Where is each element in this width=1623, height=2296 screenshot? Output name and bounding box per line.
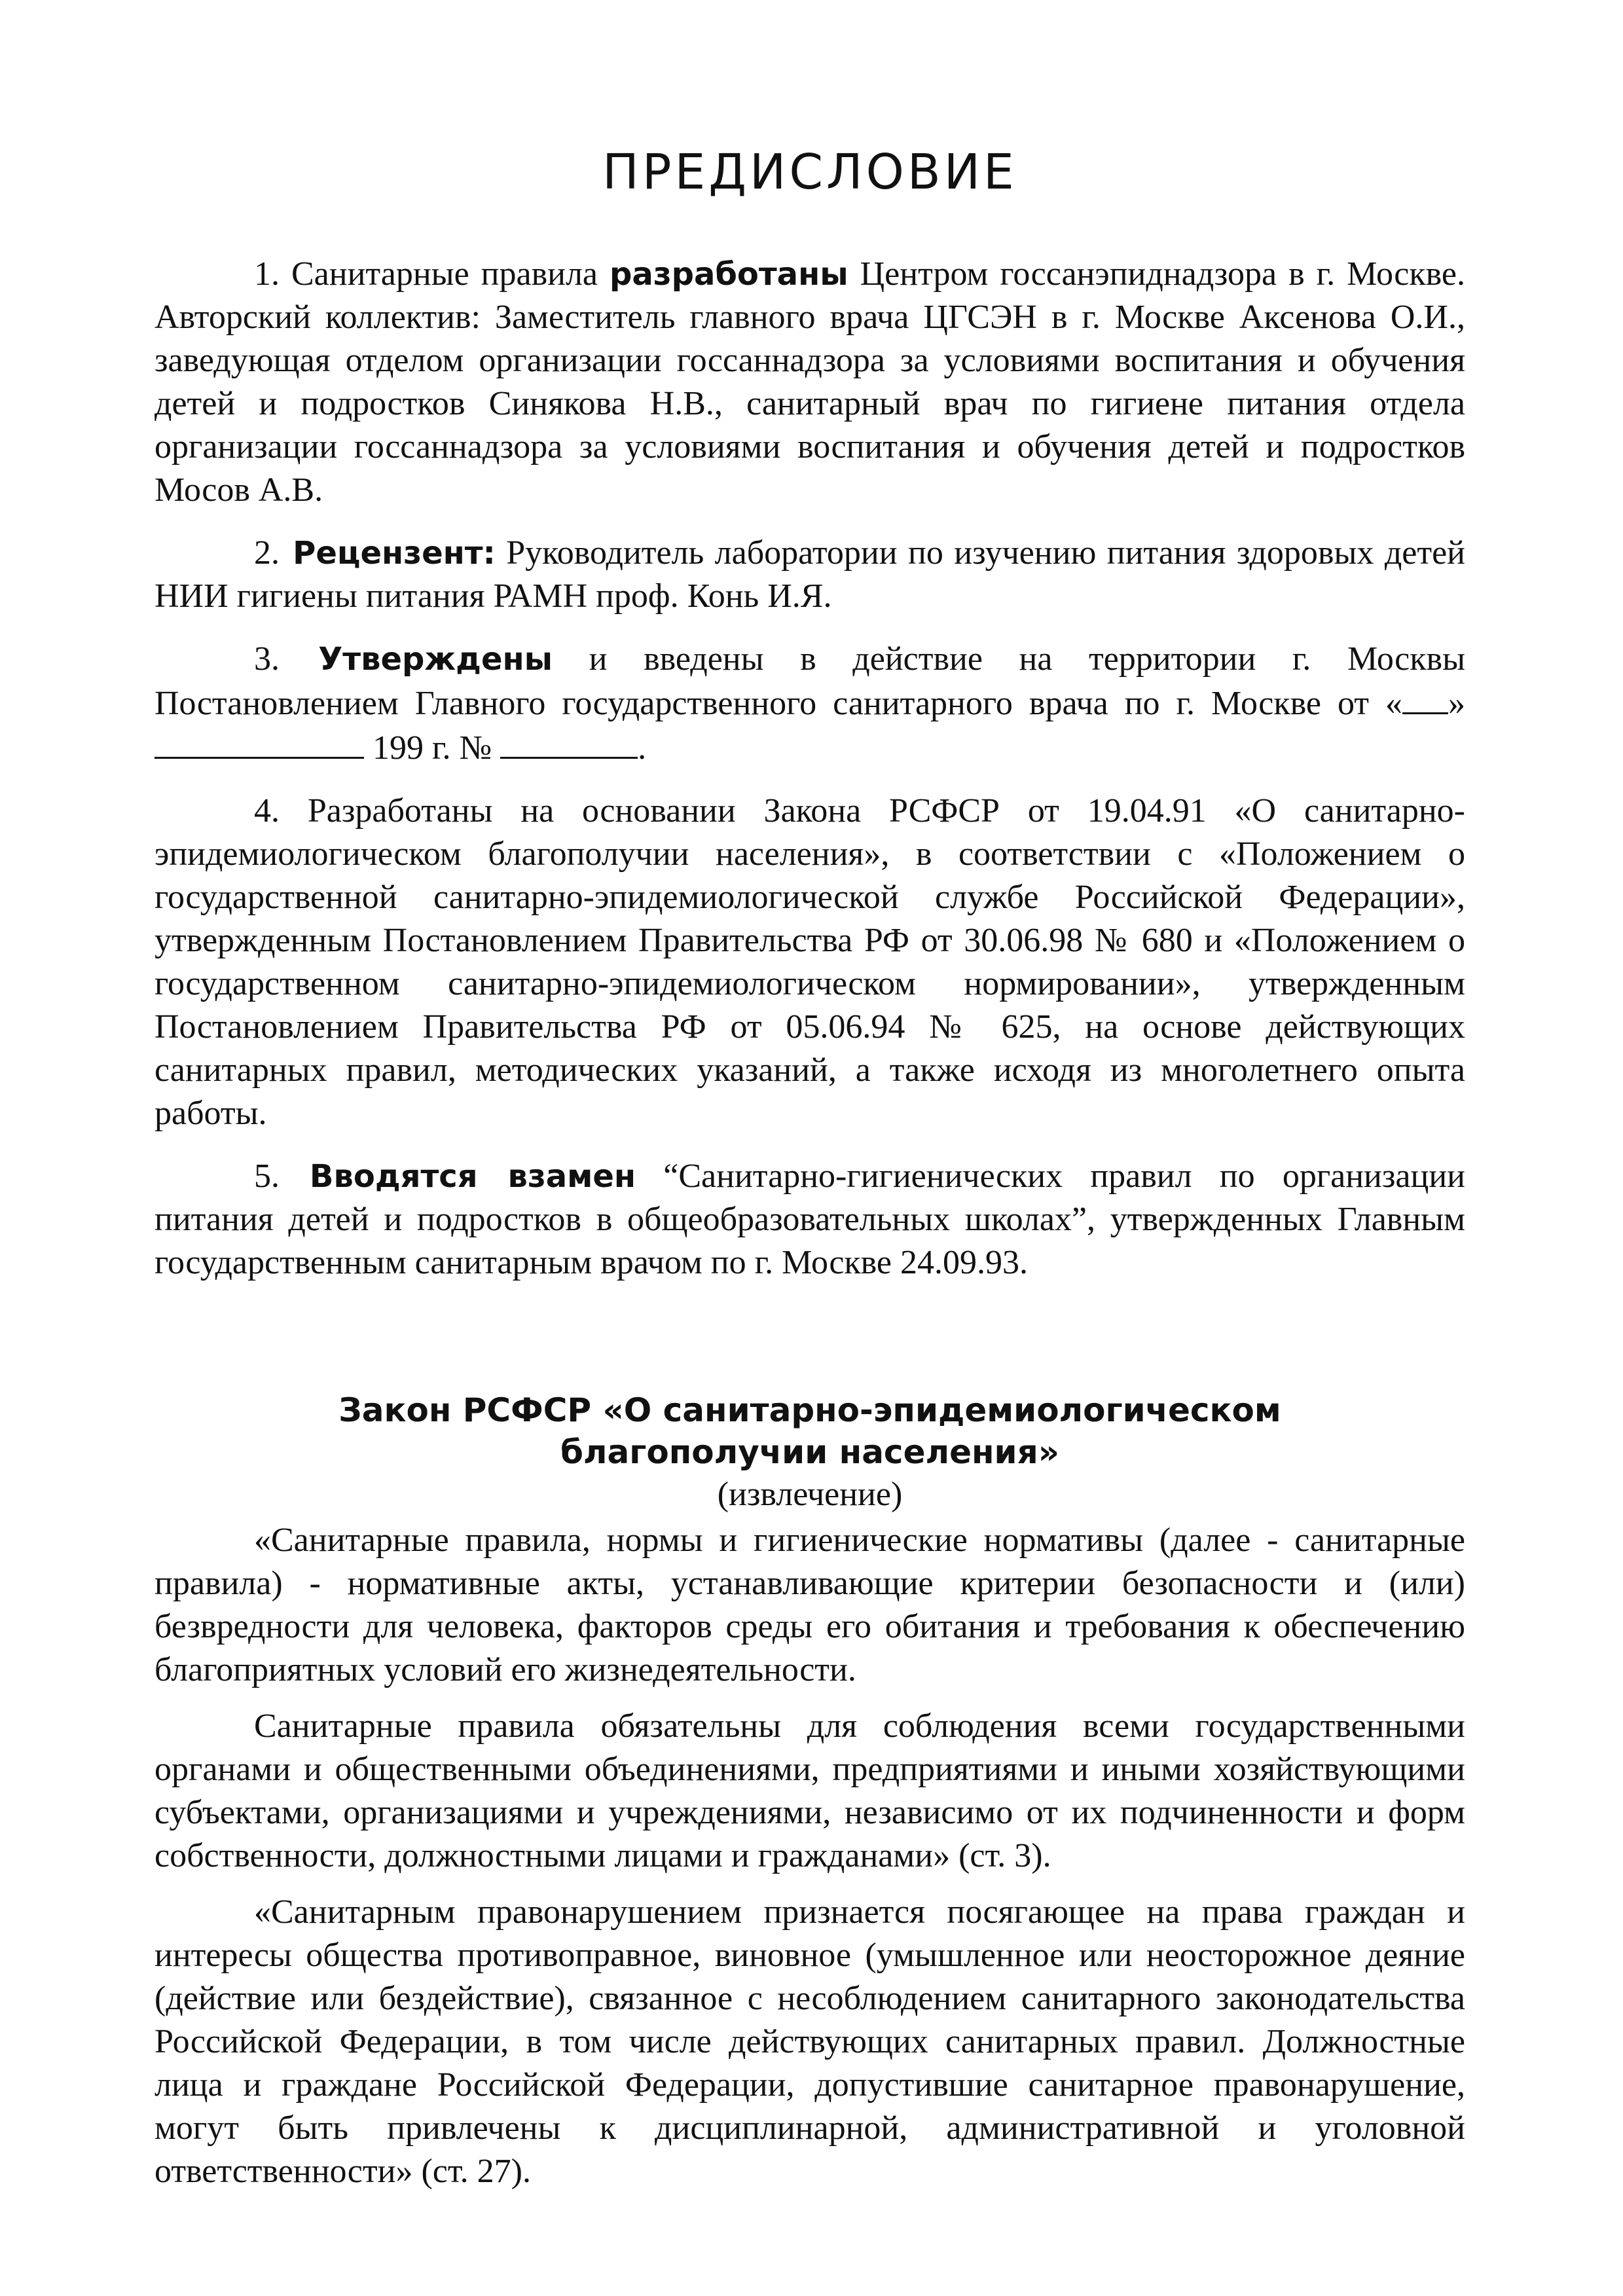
item-text: » <box>1448 685 1465 722</box>
preface-item-2 <box>155 532 1465 618</box>
law-extract-section <box>155 1389 1465 2193</box>
item-text: Санитарные правила <box>280 255 610 293</box>
item-bold-text: Вводятся взамен <box>280 1158 636 1195</box>
preface-item-5 <box>155 1155 1465 1285</box>
item-number: 2. <box>254 534 280 572</box>
law-title-line-2: благополучии населения» <box>560 1433 1059 1471</box>
item-number: 1. <box>254 255 280 293</box>
item-bold-text: Рецензент: <box>280 535 496 572</box>
item-number: 5. <box>254 1157 280 1195</box>
item-bold-text: разработаны <box>609 256 848 293</box>
preface-section <box>155 253 1465 1285</box>
preface-item-3 <box>155 638 1465 770</box>
law-quote-2: Санитарные правила обязательны для соблюдения всеми государственными органами и общественными объединениями, предприятиями и иными хозяйствующими субъектами, организациями и учреждениями, независимо от их подчиненности и форм собственности, должностными лицами и гражданами» (ст. 3). <box>155 1707 1465 1874</box>
blank-day-line <box>1402 681 1448 714</box>
blank-month-line <box>155 725 364 759</box>
law-title <box>155 1389 1465 1473</box>
item-text: и введены в действие на территории г. Москвы Постановлением Главного государственного санитарного врача по г. Москве от « <box>155 640 1466 722</box>
blank-number-line <box>500 725 638 759</box>
item-bold-text: Утверждены <box>280 641 553 678</box>
item-number: 3. <box>254 640 280 678</box>
item-text: “Санитарно-гигиенических правил по организации питания детей и подростков в общеобразовательных школах”, утвержденных Главным государственным санитарным врачом по г. Москве 24.09.93. <box>155 1157 1465 1281</box>
preface-item-1 <box>155 253 1465 512</box>
page-title: ПРЕДИСЛОВИЕ <box>602 144 1017 200</box>
document-page <box>155 131 1465 2206</box>
item-text: Руководитель лаборатории по изучению питания здоровых детей НИИ гигиены питания РАМН проф. Конь И.Я. <box>155 534 1465 615</box>
item-number: 4. <box>254 792 280 829</box>
law-quote-3: «Санитарным правонарушением признается посягающее на права граждан и интересы общества противоправное, виновное (умышленное или неосторожное деяние (действие или бездействие), связанное с несоблюдением санитарного законодательства Российской Федерации, в том числе действующих санитарных правил. Должностные лица и граждане Российской Федерации, допустившие санитарное правонарушение, могут быть привлечены к дисциплинарной, административной и уголовной ответственности» (ст. 27). <box>155 1893 1465 2190</box>
item-text: 199 г. № <box>373 729 492 767</box>
law-title-line-1: Закон РСФСР «О санитарно-эпидемиологическом <box>338 1391 1281 1429</box>
item-text: Разработаны на основании Закона РСФСР от 19.04.91 «О санитарно-эпидемиологическом благополучии населения», в соответствии с «Положением о государственной санитарно-эпидемиологической службе Российской Федерации», утвержденным Постановлением Правительства РФ от 30.06.98 № 680 и «Положением о государственном санитарно-эпидемиологическом нормировании», утвержденным Постановлением Правительства РФ от 05.06.94 № 625, на основе действующих санитарных правил, методических указаний, а также исходя из многолетнего опыта работы. <box>155 792 1465 1132</box>
item-text: Центром госсанэпиднадзора в г. Москве. Авторский коллектив: Заместитель главного врача ЦГСЭН в г. Москве Аксенова О.И., заведующая отделом организации госсаннадзора за условиями воспитания и обучения детей и подростков Синякова Н.В., санитарный врач по гигиене питания отдела организации госсаннадзора за условиями воспитания и обучения детей и подростков Мосов А.В. <box>155 255 1465 509</box>
law-subtitle: (извлечение) <box>717 1476 903 1513</box>
item-text: . <box>638 729 647 767</box>
law-quote-1: «Санитарные правила, нормы и гигиенические нормативы (далее - санитарные правила) - нормативные акты, устанавливающие критерии безопасности и (или) безвредности для человека, факторов среды его обитания и требования к обеспечению благоприятных условий его жизнедеятельности. <box>155 1522 1465 1688</box>
preface-item-4 <box>155 790 1465 1135</box>
